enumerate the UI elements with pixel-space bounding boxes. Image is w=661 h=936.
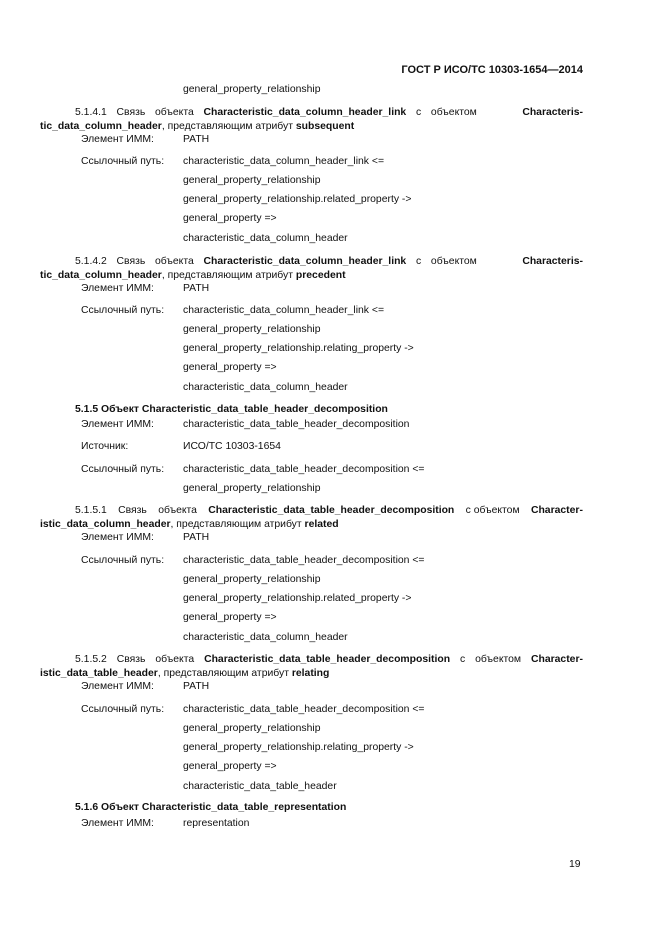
paragraph-5-1-5-1: 5.1.5.1 Связь объекта Characteristic_data_table_header_decomposition с объектом Character- istic_data_column_header, представляющим атрибут related (40, 505, 583, 530)
path-label: Ссылочный путь: (81, 555, 165, 566)
path-line: general_property_relationship.relating_property -> (183, 742, 414, 753)
imm-label: Элемент ИММ: (81, 532, 154, 543)
section-heading-5-1-6: 5.1.6 Объект Characteristic_data_table_representation (75, 802, 347, 813)
imm-label: Элемент ИММ: (81, 681, 154, 692)
path-label: Ссылочный путь: (81, 305, 165, 316)
path-line: characteristic_data_table_header_decomposition <= (183, 555, 425, 566)
imm-value: characteristic_data_table_header_decomposition (183, 419, 410, 430)
attribute-name: relating (291, 668, 330, 679)
target-entity: Characteris- (522, 107, 583, 118)
path-label: Ссылочный путь: (81, 464, 165, 475)
target-entity: Character- (530, 505, 583, 516)
path-line: characteristic_data_table_header (183, 781, 337, 792)
path-line: general_property_relationship (183, 483, 321, 494)
path-line: general_property => (183, 761, 277, 772)
target-entity: Characteris- (522, 256, 583, 267)
document-header: ГОСТ Р ИСО/ТС 10303-1654—2014 (401, 64, 583, 76)
imm-label: Элемент ИММ: (81, 419, 154, 430)
path-line: general_property_relationship.related_property -> (183, 593, 412, 604)
attribute-name: related (304, 519, 339, 530)
path-line: characteristic_data_column_header (183, 382, 348, 393)
imm-value: representation (183, 818, 250, 829)
imm-value: PATH (183, 134, 210, 145)
path-line: general_property => (183, 612, 277, 623)
path-line: general_property_relationship (183, 723, 321, 734)
path-line: general_property_relationship.related_property -> (183, 194, 412, 205)
source-label: Источник: (81, 441, 129, 452)
imm-value: PATH (183, 283, 210, 294)
path-line: general_property_relationship (183, 324, 321, 335)
path-line: general_property_relationship (183, 84, 321, 95)
path-label: Ссылочный путь: (81, 704, 165, 715)
path-line: characteristic_data_column_header (183, 233, 348, 244)
attribute-name: precedent (295, 270, 346, 281)
imm-value: PATH (183, 532, 210, 543)
path-line: characteristic_data_column_header (183, 632, 348, 643)
imm-label: Элемент ИММ: (81, 818, 154, 829)
path-line: characteristic_data_table_header_decomposition <= (183, 464, 425, 475)
imm-label: Элемент ИММ: (81, 283, 154, 294)
source-value: ИСО/ТС 10303-1654 (183, 441, 281, 452)
path-label: Ссылочный путь: (81, 156, 165, 167)
path-line: characteristic_data_table_header_decomposition <= (183, 704, 425, 715)
page-number: 19 (569, 859, 581, 870)
path-line: characteristic_data_column_header_link <= (183, 305, 385, 316)
entity-name: Characteristic_data_column_header_link (203, 256, 407, 267)
paragraph-5-1-4-1: 5.1.4.1 Связь объекта Characteristic_data_column_header_link с объектом Characteris- tic_data_column_header, представляющим атрибут subsequent (40, 107, 583, 132)
attribute-name: subsequent (295, 121, 355, 132)
target-entity: Character- (530, 654, 583, 665)
entity-name: Characteristic_data_column_header_link (203, 107, 407, 118)
paragraph-5-1-5-2: 5.1.5.2 Связь объекта Characteristic_data_table_header_decomposition с объектом Character- istic_data_table_header, представляющим атрибут relating (40, 654, 583, 679)
path-line: general_property_relationship (183, 574, 321, 585)
entity-name: Characteristic_data_table_header_decomposition (204, 654, 451, 665)
imm-label: Элемент ИММ: (81, 134, 154, 145)
path-line: general_property => (183, 213, 277, 224)
path-line: general_property => (183, 362, 277, 373)
path-line: characteristic_data_column_header_link <= (183, 156, 385, 167)
path-line: general_property_relationship.relating_property -> (183, 343, 414, 354)
paragraph-5-1-4-2: 5.1.4.2 Связь объекта Characteristic_data_column_header_link с объектом Characteris- tic_data_column_header, представляющим атрибут precedent (40, 256, 583, 281)
imm-value: PATH (183, 681, 210, 692)
section-heading-5-1-5: 5.1.5 Объект Characteristic_data_table_header_decomposition (75, 404, 388, 415)
entity-name: Characteristic_data_table_header_decomposition (208, 505, 455, 516)
path-line: general_property_relationship (183, 175, 321, 186)
